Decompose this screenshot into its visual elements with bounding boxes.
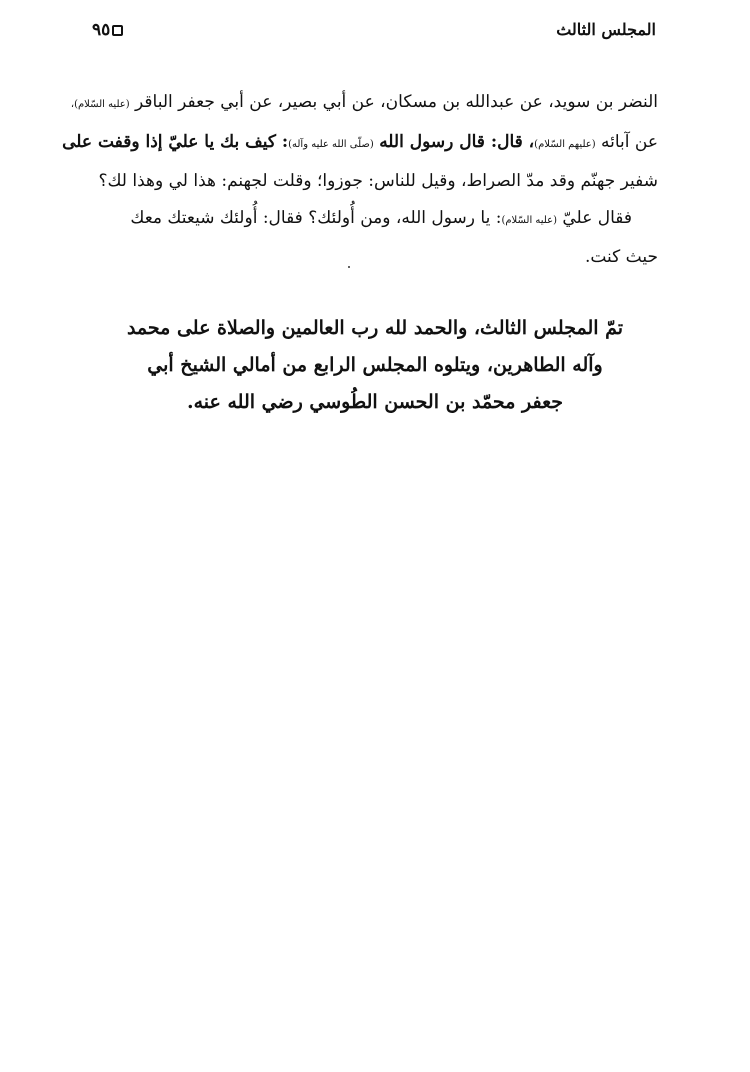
page-number: ٩٥	[92, 20, 111, 40]
narration-text: ، قال: قال رسول الله	[379, 131, 535, 152]
text-line	[62, 124, 658, 164]
closing-colophon	[92, 310, 658, 421]
honorific: (عليه السّلام)	[501, 214, 557, 226]
colophon-line: وآله الطاهرين، ويتلوه المجلس الرابع من أمالي الشيخ أبي	[147, 354, 603, 376]
text-line: حيث كنت.	[584, 247, 658, 268]
colophon-line: جعفر محمّد بن الحسن الطُوسي رضي الله عنه.	[187, 391, 563, 413]
narration-text: : يا رسول الله، ومن أُولئك؟ فقال: أُولئك شيعتك معك	[130, 207, 502, 228]
text-line: شفير جهنّم وقد مدّ الصراط، وقيل للناس: جوزوا؛ وقلت لجهنم: هذا لي وهذا لك؟	[98, 171, 658, 192]
honorific: (عليه السّلام)،	[70, 99, 130, 110]
text-line	[92, 200, 658, 240]
colophon-line: تمّ المجلس الثالث، والحمد لله رب العالمين والصلاة على محمد	[126, 317, 624, 339]
running-header	[92, 14, 656, 48]
honorific: (عليهم السّلام)	[534, 138, 596, 150]
page-number-box	[92, 20, 123, 40]
narration-text: : كيف بك يا عليّ إذا وقفت على	[62, 131, 289, 152]
honorific: (صلّى الله عليه وآله)	[288, 138, 374, 150]
square-box-icon	[112, 25, 123, 36]
narration-text: عن آبائه	[601, 131, 658, 152]
narration-text: فقال عليّ	[562, 207, 632, 228]
narration-text: النضر بن سويد، عن عبدالله بن مسكان، عن أبي بصير، عن أبي جعفر الباقر	[135, 92, 658, 112]
separator-dot	[348, 266, 350, 268]
hadith-text	[62, 84, 658, 276]
text-line	[70, 84, 658, 124]
chapter-title: المجلس الثالث	[556, 20, 656, 39]
